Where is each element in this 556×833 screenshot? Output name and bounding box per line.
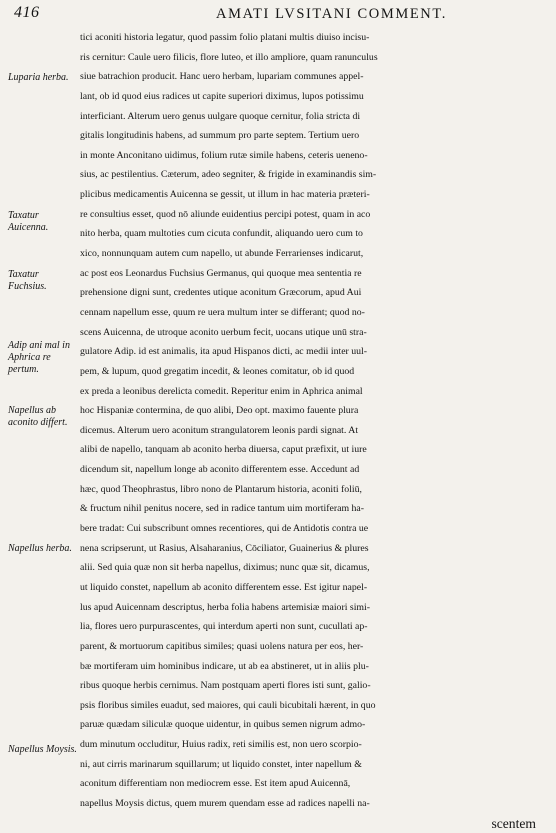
body-text-line: & fructum nihil penitus nocere, sed in radice tantum uim mortiferam ha- bbox=[80, 503, 365, 515]
body-text-line: napellus Moysis dictus, quem murem quendam esse ad radices napelli na- bbox=[80, 797, 370, 809]
body-text-line: re consultius esset, quod nō aliunde euidentius percipi potest, quam in aco bbox=[80, 208, 371, 220]
body-text-line: interficiant. Alterum uero genus uulgare quoque cernitur, folia stricta di bbox=[80, 110, 361, 122]
page-header bbox=[0, 4, 556, 26]
body-text-line: dicendum sit, napellum longe ab aconito differentem esse. Accedunt ad bbox=[80, 464, 360, 476]
body-text-line: ris cernitur: Caule uero filicis, flore luteo, et illo ampliore, quam ranunculus bbox=[80, 51, 378, 63]
body-text-line: ut liquido constet, napellum ab aconito differentem esse. Est igitur napel- bbox=[80, 581, 368, 593]
body-text-line: gitalis longitudinis habens, ad summum pro parte septem. Tertium uero bbox=[80, 130, 360, 142]
body-text-line: nito herba, quam multoties cum cicuta confundit, aliquando uero cum to bbox=[80, 228, 363, 240]
body-text-line: hoc Hispaniæ contermina, de quo alibi, Deo opt. maximo fauente plura bbox=[80, 405, 359, 417]
body-text-line: tici aconiti historia legatur, quod passim folio platani multis diuiso incisu- bbox=[80, 32, 370, 43]
body-text-line: sius, ac pestilentius. Cæterum, adeo segniter, & frigide in examinandis sim- bbox=[80, 169, 377, 181]
body-text-line: paruæ quædam siliculæ quoque uidentur, in quibus semen nigrum admo- bbox=[80, 719, 366, 731]
marginal-note-napellus-herba: Napellus herba. bbox=[8, 543, 72, 554]
marginal-note-taxatur-auicenna: Taxatur Auicenna. bbox=[8, 210, 49, 233]
marginal-note-taxatur-fuchsius: Taxatur Fuchsius. bbox=[8, 269, 47, 292]
body-text-line: aconitum differentiam non mediocrem esse. Est item apud Auicennā, bbox=[80, 778, 351, 790]
body-text-line: scens Auicenna, de utroque aconito uerbum fecit, uocans utique unū stra- bbox=[80, 326, 367, 338]
body-text-line: lia, flores uero purpurascentes, qui interdum aperti non sunt, cucullati ap- bbox=[80, 621, 368, 633]
body-text-line: ribus quoque herbis cernimus. Nam postquam aperti flores isti sunt, galio- bbox=[80, 680, 371, 692]
marginal-note-napellus-moysis: Napellus Moysis. bbox=[8, 744, 77, 755]
body-text-line: plicibus medicamentis Auicenna se gessit, ut illum in hac materia præteri- bbox=[80, 189, 370, 201]
body-text-line: scentem bbox=[491, 815, 536, 831]
body-text-line: dicemus. Alterum uero aconitum strangulatorem leonis pardi signat. At bbox=[80, 424, 359, 436]
page-number: 416 bbox=[14, 4, 40, 21]
marginal-note-luparia: Luparia herba. bbox=[8, 72, 69, 83]
body-text-line: alii. Sed quia quæ non sit herba napellus, diximus; nunc quæ sit, dicamus, bbox=[80, 562, 370, 574]
body-text-line: parent, & mortuorum capitibus similes; quasi uolens natura per eos, her- bbox=[80, 640, 364, 652]
body-text-line: pem, & lupum, quod gregatim incedit, & leones comitatur, ob id quod bbox=[80, 365, 355, 377]
marginal-note-napellus-ab-aconito: Napellus ab aconito differt. bbox=[8, 405, 68, 428]
body-text-line: in monte Anconitano uidimus, folium rutæ simile habens, ceteris ueneno- bbox=[80, 149, 368, 161]
body-text-line: ni, aut cirris marinarum squillarum; ut liquido constet, inter napellum & bbox=[80, 758, 362, 770]
body-text-line: cennam napellum esse, quum re uera multum inter se differant; quod no- bbox=[80, 306, 365, 318]
body-text-line: psis floribus similes euadut, sed maiores, qui cauli bicubitali hærent, in quo bbox=[80, 699, 376, 711]
body-text-line: dum minutum occluditur, Huius radix, reti similis est, non uero scorpio- bbox=[80, 739, 362, 751]
body-text-line: siue batrachion producit. Hanc uero herbam, lupariam communes appel- bbox=[80, 71, 364, 83]
body-text-line: lus apud Auicennam descriptus, herba folia habens artemisiæ maiori simi- bbox=[80, 601, 371, 613]
body-text-line: nena scripserunt, ut Rasius, Alsaharanius, Cōciliator, Guainerius & plures bbox=[80, 542, 369, 554]
body-text-line: ac post eos Leonardus Fuchsius Germanus, qui quoque mea sententia re bbox=[80, 267, 362, 279]
body-text-line: hæc, quod Theophrastus, libro nono de Plantarum historia, aconiti foliū, bbox=[80, 483, 362, 495]
body-text bbox=[80, 28, 544, 833]
body-text-line: alibi de napello, tanquam ab aconito herba diuersa, caput præfixit, ut iure bbox=[80, 444, 367, 456]
body-text-line: gulatore Adip. id est animalis, ita apud Hispanos dicti, ac medii inter uul- bbox=[80, 346, 368, 358]
body-text-line: lant, ob id quod eius radices ut capite superiori diximus, lupos potissimu bbox=[80, 90, 364, 102]
body-text-line: bæ mortiferam uim hominibus indicare, ut ab ea abstineret, ut in aliis plu- bbox=[80, 660, 369, 672]
body-text-line: bere tradat: Cui subscribunt omnes recentiores, qui de Antidotis contra ue bbox=[80, 523, 369, 535]
body-text-line: xico, nonnunquam autem cum napello, ut abunde Ferrarienses indicarut, bbox=[80, 248, 364, 260]
body-text-line: ex preda a leonibus derelicta comedit. Reperitur enim in Aphrica animal bbox=[80, 385, 363, 397]
body-text-line: prehensione digni sunt, credentes utique aconitum Græcorum, apud Aui bbox=[80, 287, 362, 299]
marginal-note-adip: Adip ani mal in Aphrica re pertum. bbox=[8, 340, 70, 375]
running-title: AMATI LVSITANI COMMENT. bbox=[216, 6, 447, 22]
